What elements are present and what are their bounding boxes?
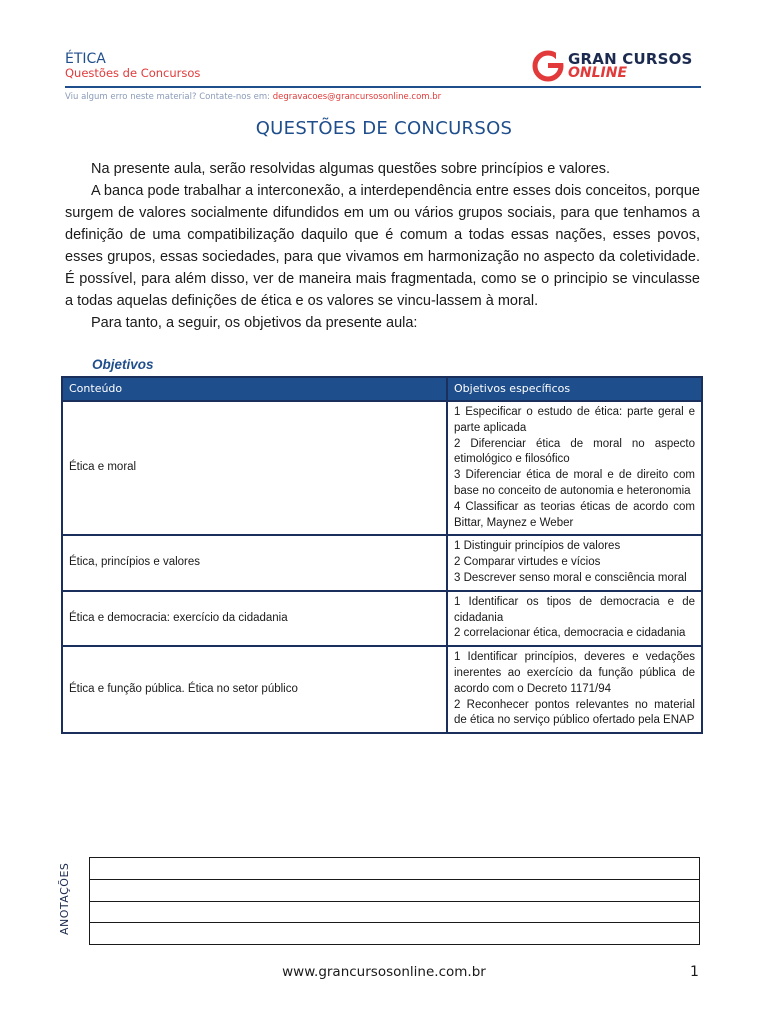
logo-g-icon <box>532 50 564 82</box>
table-cell-objetivos: 1 Identificar os tipos de democracia e de cidadania 2 correlacionar ética, democracia e cidadania <box>447 591 702 646</box>
objetivos-heading: Objetivos <box>92 357 154 372</box>
header-contact <box>65 92 441 102</box>
paragraph: Para tanto, a seguir, os objetivos da presente aula: <box>91 315 418 331</box>
annotations-box[interactable] <box>89 857 700 945</box>
footer-url-link[interactable]: www.grancursosonline.com.br <box>282 964 486 980</box>
objectives-table <box>61 376 703 734</box>
annotation-line <box>90 922 699 923</box>
contact-prefix: Viu algum erro neste material? Contate-nos em: <box>65 92 273 102</box>
page-title: QUESTÕES DE CONCURSOS <box>255 118 513 139</box>
header-divider <box>65 86 701 88</box>
page-number: 1 <box>690 964 699 980</box>
table-cell-conteudo: Ética e moral <box>62 401 447 535</box>
annotation-line <box>90 901 699 902</box>
table-row <box>62 591 702 646</box>
header-subject: ÉTICA <box>65 51 106 67</box>
logo-text-line1: GRAN CURSOS <box>568 50 693 68</box>
header-subtitle: Questões de Concursos <box>65 66 201 80</box>
annotation-line <box>90 879 699 880</box>
table-header-row <box>62 377 702 401</box>
table-cell-objetivos: 1 Identificar princípios, deveres e vedações inerentes ao exercício da função pública de acordo com o Decreto 1171/94 2 Reconhecer pontos relevantes no material de ética no serviço público ofertado pela ENAP <box>447 646 702 733</box>
gran-cursos-logo[interactable] <box>532 50 702 84</box>
paragraph: A banca pode trabalhar a interconexão, a interdependência entre esses dois conceitos, porque surgem de valores socialmente difundidos em um ou vários grupos sociais, para que tenhamos a definição de uma compatibilização daquilo que é comum a todas essas nações, esses povos, esses grupos, essas sociedades, para que vivamos em harmonização no aspecto da coletividade. É possível, para além disso, ver de maneira mais fragmentada, como se o principio se vinculasse a todas aquelas definições de ética e os valores se vincu-lassem à moral. <box>65 183 700 309</box>
annotations-label: ANOTAÇÕES <box>58 862 71 935</box>
table-row <box>62 646 702 733</box>
logo-text-line2: ONLINE <box>568 65 628 81</box>
table-header-objetivos: Objetivos específicos <box>447 377 702 401</box>
table-row <box>62 535 702 590</box>
table-cell-objetivos: 1 Especificar o estudo de ética: parte geral e parte aplicada 2 Diferenciar ética de moral no aspecto etimológico e filosófico 3 Diferenciar ética de moral e de direito com base no conceito de autonomia e heteronomia 4 Classificar as teorias éticas de acordo com Bittar, Maynez e Weber <box>447 401 702 535</box>
table-cell-conteudo: Ética e democracia: exercício da cidadania <box>62 591 447 646</box>
table-row <box>62 401 702 535</box>
table-cell-conteudo: Ética, princípios e valores <box>62 535 447 590</box>
table-cell-objetivos: 1 Distinguir princípios de valores 2 Comparar virtudes e vícios 3 Descrever senso moral e consciência moral <box>447 535 702 590</box>
table-header-conteudo: Conteúdo <box>62 377 447 401</box>
body-text <box>65 158 700 334</box>
contact-email-link[interactable]: degravacoes@grancursosonline.com.br <box>272 92 442 102</box>
table-cell-conteudo: Ética e função pública. Ética no setor público <box>62 646 447 733</box>
paragraph: Na presente aula, serão resolvidas algumas questões sobre princípios e valores. <box>91 161 611 177</box>
